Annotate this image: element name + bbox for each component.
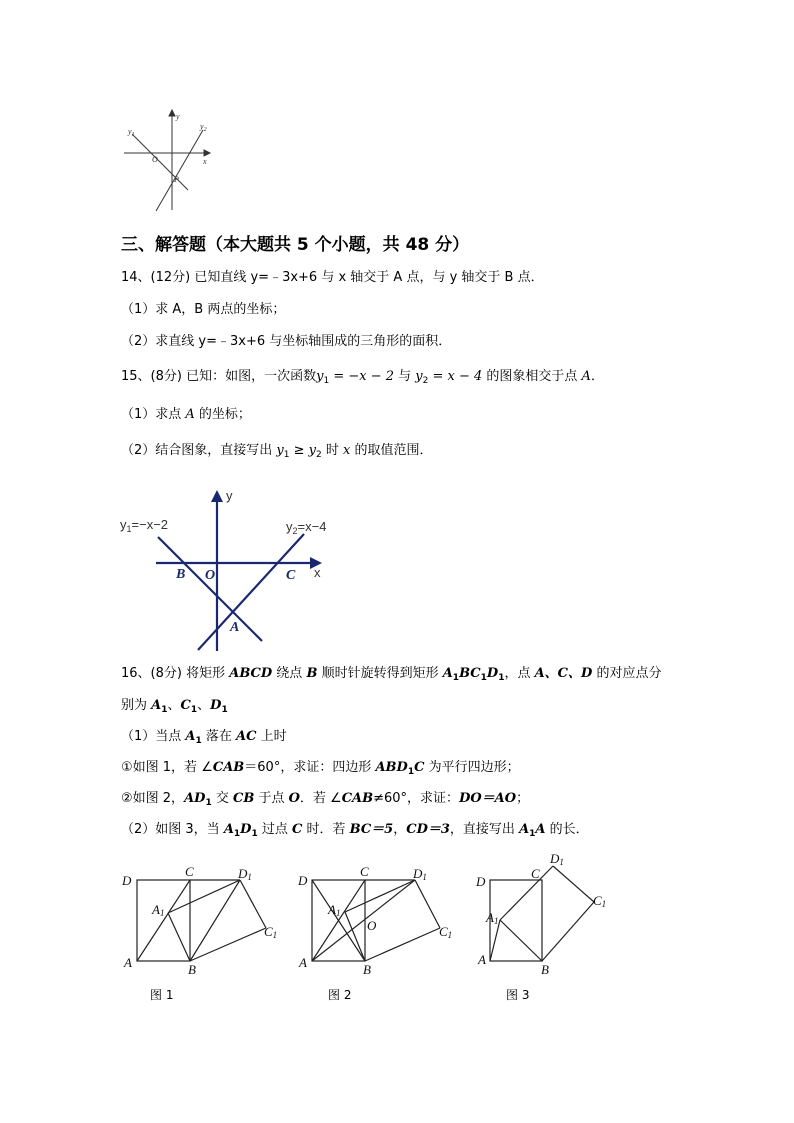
q15-label-line2: $y_2=x-4$ (286, 519, 327, 536)
q15-point-a: A (230, 620, 240, 635)
fig3-label-c1: C1 (593, 893, 607, 909)
fig3-line-aa1 (490, 920, 500, 961)
fig1-label-a: A (124, 955, 132, 970)
q15-part1: （1）求点 A 的坐标； (121, 407, 251, 422)
figure-1 (137, 880, 266, 961)
q16-sub2: ②如图 2，$AD_1$ 交 CB 于点 O．若 ∠CAB≠60°，求证：DO＝AO； (121, 791, 530, 808)
fig2-caption: 图 2 (328, 988, 352, 1002)
q16-figures (110, 850, 630, 1010)
q16-sub1: ①如图 1，若 ∠CAB＝60°，求证：四边形 $ABD_1C$ 为平行四边形； (121, 760, 520, 777)
q15-point-c: C (286, 568, 296, 583)
q15-point-b: B (176, 567, 186, 582)
fig3-line-a1b (500, 920, 542, 961)
section-title: 三、解答题（本大题共 5 个小题，共 48 分） (121, 235, 470, 255)
top-label-y1: $y_1$ (128, 127, 135, 138)
figure-3 (490, 866, 594, 961)
fig1-label-d1: D1 (238, 866, 252, 882)
fig2-label-o: O (367, 918, 377, 933)
q15-label-line1: $y_1=-x-2$ (120, 517, 169, 534)
q15-y-arrow (211, 490, 223, 502)
q16-part2: （2）如图 3，当 $A_1D_1$ 过点 C 时．若 BC＝5，CD＝3，直接写出 $A_1A$ 的长． (121, 822, 589, 839)
fig3-caption: 图 3 (506, 988, 530, 1002)
top-coordinate-figure (118, 108, 218, 216)
fig3-line-a1d1 (500, 866, 553, 920)
q14-part2: （2）求直线 y=﹣3x+6 与坐标轴围成的三角形的面积． (121, 334, 452, 349)
q15-point-o: O (205, 568, 216, 583)
q15-label-y: y (226, 488, 233, 503)
fig3-label-c: C (531, 866, 540, 881)
fig3-line-bc1 (542, 902, 594, 961)
fig2-label-a: A (299, 955, 307, 970)
fig1-label-b: B (188, 962, 196, 977)
fig2-label-d: D (298, 873, 308, 888)
top-label-p: P (174, 175, 179, 184)
fig3-line-d1c1 (553, 866, 594, 902)
fig1-line-ac (137, 880, 190, 961)
fig2-line-d1c1 (415, 880, 440, 928)
q15-label-x: x (314, 565, 321, 580)
top-line-y2 (156, 130, 203, 211)
fig3-label-a1: A1 (486, 910, 499, 926)
fig1-label-c: C (185, 864, 194, 879)
fig2-label-a1: A1 (328, 902, 341, 918)
q16-part1: （1）当点 $A_1$ 落在 AC 上时 (121, 729, 287, 746)
q14-stem: 14、(12分) 已知直线 y=﹣3x+6 与 x 轴交于 A 点，与 y 轴交于 B 点． (121, 270, 544, 285)
fig3-label-b: B (541, 962, 549, 977)
q16-line1: 16、(8分) 将矩形 ABCD 绕点 B 顺时针旋转得到矩形 $A_1BC_1D_1$，点 A、C、D 的对应点分 (121, 666, 662, 683)
fig1-caption: 图 1 (150, 988, 174, 1002)
fig1-label-d: D (122, 873, 132, 888)
top-label-o: O (152, 155, 158, 164)
q16-line2: 别为 $A_1$、$C_1$、$D_1$ (121, 698, 228, 715)
fig2-label-b: B (363, 962, 371, 977)
top-label-y: y (176, 112, 180, 121)
fig2-line-ad1 (312, 880, 415, 961)
fig2-label-c: C (360, 864, 369, 879)
fig1-line-bc1 (190, 928, 266, 961)
top-line-y1 (132, 134, 188, 190)
fig1-line-bd1 (190, 880, 240, 961)
fig2-label-d1: D1 (413, 866, 427, 882)
fig2-label-c1: C1 (439, 924, 453, 940)
top-label-x: x (203, 157, 207, 166)
fig1-line-a1b (168, 913, 190, 961)
top-label-y2: $y_2$ (200, 122, 207, 133)
fig3-label-a: A (478, 952, 486, 967)
top-y-arrow (169, 110, 175, 116)
q15-graph-figure (114, 486, 340, 656)
q15-line-y1 (158, 537, 262, 641)
fig1-label-c1: C1 (264, 924, 278, 940)
q15-stem: 15、(8分) 已知：如图，一次函数$y_1 = -x - 2$ 与 $y_2 = x - 4$ 的图象相交于点 A． (121, 369, 604, 386)
q14-part1: （1）求 A，B 两点的坐标； (121, 302, 286, 317)
fig1-line-d1c1 (240, 880, 266, 928)
fig3-label-d: D (476, 874, 486, 889)
fig1-label-a1: A1 (152, 902, 165, 918)
top-x-arrow (204, 150, 210, 156)
q15-part2: （2）结合图象，直接写出 $y_1 \ge y_2$ 时 x 的取值范围． (121, 443, 433, 460)
fig3-label-d1: D1 (550, 851, 564, 867)
fig2-line-a1b (345, 912, 365, 961)
